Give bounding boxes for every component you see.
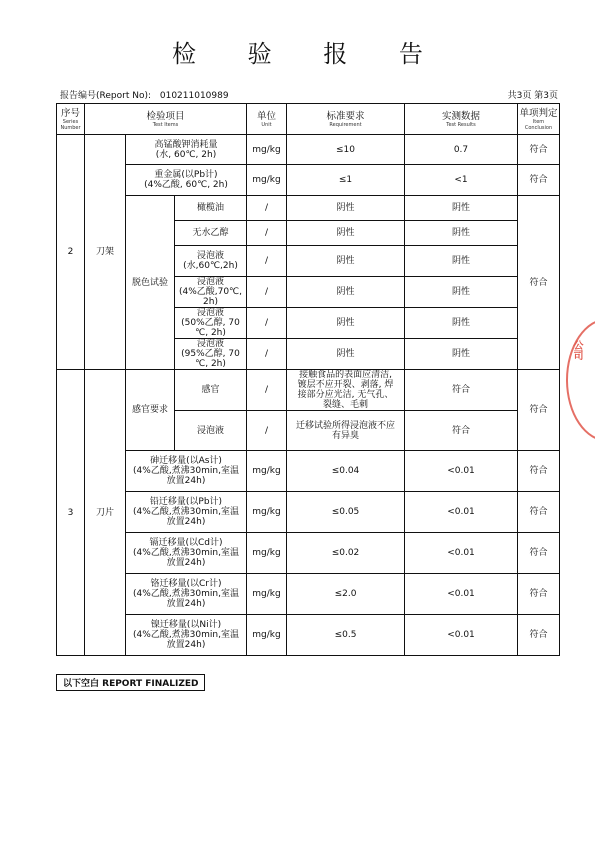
requirement-cell: ≤0.02	[287, 533, 405, 574]
unit-cell: /	[247, 221, 287, 246]
item-cell: 浸泡液	[175, 411, 247, 451]
result-cell: <0.01	[405, 574, 518, 615]
result-cell: <0.01	[405, 492, 518, 533]
report-title: 检 验 报 告	[172, 40, 445, 68]
requirement-cell: ≤10	[287, 135, 405, 165]
item-cell: 感官	[175, 370, 247, 411]
table-row	[57, 165, 560, 196]
report-number	[60, 88, 229, 101]
item-cell: 铬迁移量(以Cr计) (4%乙酸,煮沸30min,室温 放置24h)	[126, 574, 247, 615]
unit-cell: mg/kg	[247, 615, 287, 656]
result-cell: <0.01	[405, 615, 518, 656]
table-row	[57, 451, 560, 492]
col-unit: 单位 Unit	[247, 104, 287, 135]
item-cell: 浸泡液 (4%乙酸,70℃, 2h)	[175, 277, 247, 308]
item-cell: 镍迁移量(以Ni计) (4%乙酸,煮沸30min,室温 放置24h)	[126, 615, 247, 656]
conclusion-cell: 符合	[518, 451, 560, 492]
unit-cell: mg/kg	[247, 451, 287, 492]
requirement-cell: 阴性	[287, 246, 405, 277]
unit-cell: /	[247, 411, 287, 451]
table-row	[57, 370, 560, 411]
result-cell: 阴性	[405, 308, 518, 339]
col-requirement: 标准要求 Requirement	[287, 104, 405, 135]
item-cell: 浸泡液 (水,60℃,2h)	[175, 246, 247, 277]
item-cell: 镉迁移量(以Cd计) (4%乙酸,煮沸30min,室温 放置24h)	[126, 533, 247, 574]
table-header-row	[57, 104, 560, 135]
unit-cell: /	[247, 196, 287, 221]
requirement-cell: 阴性	[287, 308, 405, 339]
col-item: 检验项目 Test Items	[85, 104, 247, 135]
unit-cell: mg/kg	[247, 533, 287, 574]
result-cell: 符合	[405, 411, 518, 451]
unit-cell: /	[247, 339, 287, 370]
item-cell: 浸泡液 (50%乙醇, 70 ℃, 2h)	[175, 308, 247, 339]
result-cell: 符合	[405, 370, 518, 411]
result-cell: 阴性	[405, 277, 518, 308]
company-seal	[566, 318, 595, 442]
col-seq: 序号 Series Number	[57, 104, 85, 135]
table-row	[57, 196, 560, 221]
unit-cell: mg/kg	[247, 574, 287, 615]
table-row	[57, 533, 560, 574]
conclusion-cell: 符合	[518, 533, 560, 574]
result-cell: <1	[405, 165, 518, 196]
item-cell: 无水乙醇	[175, 221, 247, 246]
unit-cell: mg/kg	[247, 492, 287, 533]
requirement-cell: ≤2.0	[287, 574, 405, 615]
result-cell: 阴性	[405, 196, 518, 221]
item-cell: 重金属(以Pb计) (4%乙酸, 60℃, 2h)	[126, 165, 247, 196]
table-row	[57, 135, 560, 165]
unit-cell: /	[247, 308, 287, 339]
col-conclusion: 单项判定 Item Conclusion	[518, 104, 560, 135]
test-report-table	[56, 103, 560, 656]
table-row	[57, 615, 560, 656]
group-label-cell: 脱色试验	[126, 196, 175, 370]
page-info: 共3页 第3页	[507, 91, 558, 101]
requirement-cell: 阴性	[287, 339, 405, 370]
conclusion-cell: 符合	[518, 165, 560, 196]
item-cell: 浸泡液 (95%乙醇, 70 ℃, 2h)	[175, 339, 247, 370]
unit-cell: /	[247, 277, 287, 308]
report-number-label: 报告编号(Report No):	[60, 91, 151, 101]
result-cell: <0.01	[405, 451, 518, 492]
item-cell: 砷迁移量(以As计) (4%乙酸,煮沸30min,室温 放置24h)	[126, 451, 247, 492]
table-row	[57, 492, 560, 533]
unit-cell: /	[247, 246, 287, 277]
requirement-cell: ≤0.5	[287, 615, 405, 656]
seq-cell: 3	[57, 370, 85, 656]
conclusion-cell: 符合	[518, 492, 560, 533]
requirement-cell: 阴性	[287, 277, 405, 308]
result-cell: 0.7	[405, 135, 518, 165]
report-number-value: 010211010989	[159, 91, 229, 101]
result-cell: 阴性	[405, 246, 518, 277]
requirement-cell: ≤0.04	[287, 451, 405, 492]
requirement-cell: ≤0.05	[287, 492, 405, 533]
conclusion-cell: 符合	[518, 615, 560, 656]
result-cell: <0.01	[405, 533, 518, 574]
conclusion-cell: 符合	[518, 370, 560, 451]
requirement-cell: 阴性	[287, 196, 405, 221]
conclusion-cell: 符合	[518, 135, 560, 165]
end-note: 以下空白 REPORT FINALIZED	[56, 674, 205, 691]
conclusion-cell: 符合	[518, 196, 560, 370]
result-cell: 阴性	[405, 221, 518, 246]
item-cell: 铅迁移量(以Pb计) (4%乙酸,煮沸30min,室温 放置24h)	[126, 492, 247, 533]
sample-name-cell: 刀片	[85, 370, 126, 656]
table-row	[57, 574, 560, 615]
seq-cell: 2	[57, 135, 85, 370]
unit-cell: mg/kg	[247, 165, 287, 196]
item-cell: 高锰酸钾消耗量 (水, 60℃, 2h)	[126, 135, 247, 165]
unit-cell: mg/kg	[247, 135, 287, 165]
requirement-cell: 阴性	[287, 221, 405, 246]
col-result: 实测数据 Test Results	[405, 104, 518, 135]
sample-name-cell: 刀架	[85, 135, 126, 370]
unit-cell: /	[247, 370, 287, 411]
requirement-cell: 接触食品的表面应清洁, 镀层不应开裂、剥落, 焊 接部分应光洁, 无气孔、 裂缝、毛刺	[287, 370, 405, 411]
seal-text: 公司	[571, 340, 582, 360]
item-cell: 橄榄油	[175, 196, 247, 221]
result-cell: 阴性	[405, 339, 518, 370]
conclusion-cell: 符合	[518, 574, 560, 615]
group-label-cell: 感官要求	[126, 370, 175, 451]
requirement-cell: ≤1	[287, 165, 405, 196]
requirement-cell: 迁移试验所得浸泡液不应 有异臭	[287, 411, 405, 451]
